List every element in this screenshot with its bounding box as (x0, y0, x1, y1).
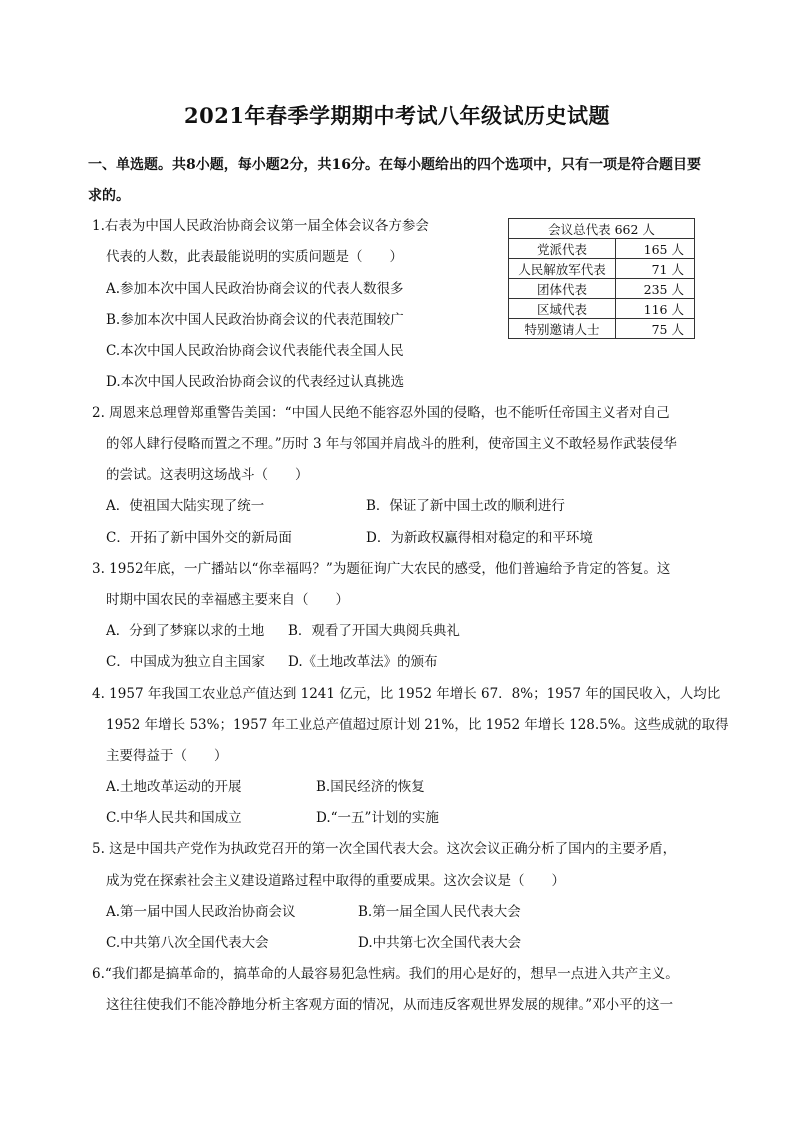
question-3-text: 时期中国农民的幸福感主要来自（ ） (106, 592, 349, 608)
table-cell-category: 人民解放军代表 (509, 259, 616, 279)
question-2-text: 的邻人肆行侵略而置之不理。”历时 3 年与邻国并肩战斗的胜利，使帝国主义不敢轻易作武装侵华 (106, 436, 677, 452)
question-4-option-c: C.中华人民共和国成立 (106, 810, 242, 826)
question-2-text: 的尝试。这表明这场战斗（ ） (106, 467, 309, 483)
table-row (509, 299, 695, 319)
table-header-row (509, 219, 695, 239)
question-1-text: 1.右表为中国人民政治协商会议第一届全体会议各方参会 (92, 218, 429, 234)
question-2-text: 2. 周恩来总理曾郑重警告美国：“中国人民绝不能容忍外国的侵略，也不能听任帝国主义者对自己 (92, 405, 670, 421)
table-cell-count: 235 人 (616, 279, 695, 299)
question-2-option-a: A．使祖国大陆实现了统一 (106, 498, 265, 514)
question-5-text: 成为党在探索社会主义建设道路过程中取得的重要成果。这次会议是（ ） (106, 873, 565, 889)
table-cell-category: 党派代表 (509, 239, 616, 259)
table-row (509, 239, 695, 259)
table-row (509, 279, 695, 299)
question-2-option-d: D．为新政权赢得相对稳定的和平环境 (366, 530, 593, 546)
question-2-option-c: C．开拓了新中国外交的新局面 (106, 530, 292, 546)
question-3-option-a: A．分到了梦寐以求的土地 (106, 623, 265, 639)
question-4-text: 4. 1957 年我国工农业总产值达到 1241 亿元，比 1952 年增长 67．8%；1957 年的国民收入，人均比 (92, 686, 721, 702)
question-3-option-b: B．观看了开国大典阅兵典礼 (288, 623, 460, 639)
delegate-table (508, 218, 695, 339)
table-cell-category: 区域代表 (509, 299, 616, 319)
table-cell-count: 75 人 (616, 319, 695, 339)
question-1-option-a: A.参加本次中国人民政治协商会议的代表人数很多 (106, 281, 404, 297)
question-4-option-a: A.土地改革运动的开展 (106, 779, 242, 795)
section-heading: 一、单选题。共8小题，每小题2分，共16分。在每小题给出的四个选项中，只有一项是符合题目要求的。 (88, 157, 701, 204)
table-cell-count: 165 人 (616, 239, 695, 259)
table-cell-category: 团体代表 (509, 279, 616, 299)
question-3-option-c: C．中国成为独立自主国家 (106, 654, 265, 670)
question-1-text: 代表的人数，此表最能说明的实质问题是（ ） (106, 249, 403, 265)
question-3-option-d: D.《土地改革法》的颁布 (288, 654, 438, 670)
table-header: 会议总代表 662 人 (509, 219, 695, 239)
question-1-option-d: D.本次中国人民政治协商会议的代表经过认真挑选 (106, 374, 405, 390)
question-1-option-c: C.本次中国人民政治协商会议代表能代表全国人民 (106, 343, 404, 359)
table-cell-count: 71 人 (616, 259, 695, 279)
question-1-option-b: B.参加本次中国人民政治协商会议的代表范围较广 (106, 312, 404, 328)
question-5-option-a: A.第一届中国人民政治协商会议 (106, 904, 296, 920)
table-row (509, 259, 695, 279)
question-2-option-b: B．保证了新中国土改的顺利进行 (366, 498, 565, 514)
table-cell-count: 116 人 (616, 299, 695, 319)
question-4-text: 1952 年增长 53%；1957 年工业总产值超过原计划 21%，比 1952 年增长 128.5%。这些成就的取得 (106, 717, 729, 733)
question-5-option-d: D.中共第七次全国代表大会 (358, 935, 522, 951)
question-4-option-b: B.国民经济的恢复 (316, 779, 425, 795)
question-5-text: 5. 这是中国共产党作为执政党召开的第一次全国代表大会。这次会议正确分析了国内的主要矛盾， (92, 841, 677, 857)
question-6-text: 这往往使我们不能冷静地分析主客观方面的情况，从而违反客观世界发展的规律。”邓小平的这一 (106, 997, 674, 1013)
question-6-text: 6.“我们都是搞革命的，搞革命的人最容易犯急性病。我们的用心是好的，想早一点进入共产主义。 (92, 966, 679, 982)
question-3-text: 3. 1952年底，一广播站以“你幸福吗？”为题征询广大农民的感受，他们普遍给予肯定的答复。这 (92, 561, 671, 577)
question-5-option-c: C.中共第八次全国代表大会 (106, 935, 269, 951)
question-4-text: 主要得益于（ ） (106, 748, 228, 764)
table-row (509, 319, 695, 339)
question-5-option-b: B.第一届全国人民代表大会 (358, 904, 521, 920)
question-4-option-d: D.“一五”计划的实施 (316, 810, 439, 826)
page-title: 2021年春季学期期中考试八年级试历史试题 (184, 103, 610, 128)
table-cell-category: 特别邀请人士 (509, 319, 616, 339)
